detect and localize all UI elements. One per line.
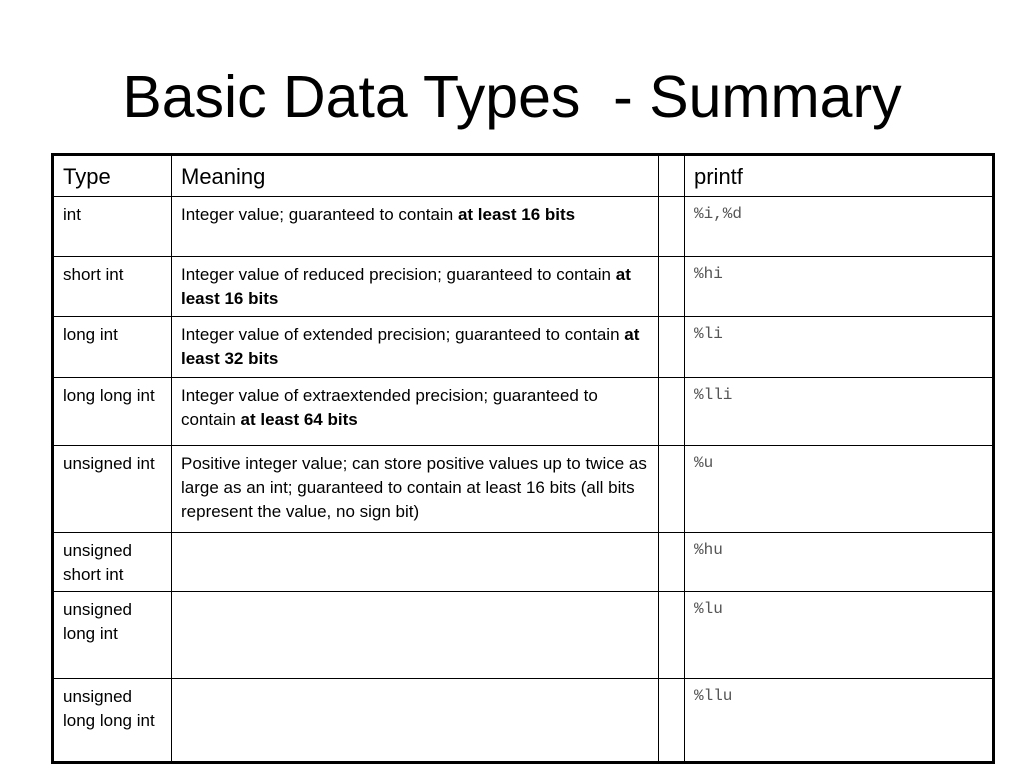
blank-cell (659, 197, 685, 257)
blank-cell (659, 533, 685, 592)
type-cell (53, 197, 172, 257)
printf-value: %hi (694, 265, 723, 283)
meaning-value (172, 197, 658, 227)
data-types-table (51, 153, 995, 764)
printf-cell (685, 533, 994, 592)
meaning-plain: Integer value of extraextended precision; guaranteed to contain (181, 386, 598, 429)
table-row (53, 679, 994, 763)
meaning-bold: at least 32 bits (181, 325, 640, 368)
type-value: unsigned short int (63, 541, 133, 584)
type-value: unsigned int (63, 454, 155, 473)
meaning-cell (172, 592, 659, 679)
header-meaning: Meaning (181, 164, 266, 189)
blank-cell (659, 592, 685, 679)
printf-value: %i,%d (694, 205, 743, 223)
table-row (53, 533, 994, 592)
printf-value: %hu (694, 541, 723, 559)
printf-cell (685, 446, 994, 533)
header-meaning-cell (172, 155, 659, 197)
blank-cell (659, 378, 685, 446)
type-value: unsigned long long int (63, 687, 155, 730)
table-row (53, 317, 994, 378)
type-value: long int (63, 325, 118, 344)
type-value: long long int (63, 386, 155, 405)
blank-cell (659, 446, 685, 533)
printf-value: %lu (694, 600, 723, 618)
printf-value: %llu (694, 687, 733, 705)
table-row (53, 446, 994, 533)
meaning-cell (172, 679, 659, 763)
table-row (53, 197, 994, 257)
meaning-bold: at least 16 bits (457, 205, 576, 224)
type-value: int (63, 205, 81, 224)
meaning-value (172, 378, 658, 432)
printf-cell (685, 592, 994, 679)
meaning-value (172, 317, 658, 371)
printf-cell (685, 679, 994, 763)
table-header-row (53, 155, 994, 197)
header-blank (659, 156, 684, 163)
meaning-value (172, 533, 658, 539)
meaning-value (172, 592, 658, 598)
printf-value: %u (694, 454, 714, 472)
header-printf: printf (694, 164, 743, 189)
header-type: Type (63, 164, 111, 189)
blank-cell (659, 317, 685, 378)
printf-cell (685, 257, 994, 317)
blank-cell (659, 679, 685, 763)
header-type-cell (53, 155, 172, 197)
meaning-plain: Integer value of extended precision; guaranteed to contain (181, 325, 625, 344)
meaning-value (172, 446, 658, 524)
meaning-value (172, 679, 658, 685)
printf-cell (685, 317, 994, 378)
table-row (53, 257, 994, 317)
type-cell (53, 257, 172, 317)
printf-value: %lli (694, 386, 733, 404)
type-cell (53, 317, 172, 378)
meaning-plain: Integer value of reduced precision; guaranteed to contain (181, 265, 616, 284)
meaning-cell (172, 446, 659, 533)
printf-cell (685, 197, 994, 257)
meaning-plain: Integer value; guaranteed to contain (181, 205, 458, 224)
type-value: short int (63, 265, 124, 284)
type-value: unsigned long int (63, 600, 133, 643)
meaning-cell (172, 533, 659, 592)
type-cell (53, 592, 172, 679)
meaning-cell (172, 378, 659, 446)
meaning-value (172, 257, 658, 311)
type-cell (53, 446, 172, 533)
type-cell (53, 679, 172, 763)
meaning-bold: at least 64 bits (240, 410, 358, 429)
table-row (53, 592, 994, 679)
meaning-cell (172, 317, 659, 378)
header-blank-cell (659, 155, 685, 197)
table-row (53, 378, 994, 446)
meaning-cell (172, 197, 659, 257)
slide-title: Basic Data Types - Summary (122, 64, 902, 130)
printf-cell (685, 378, 994, 446)
printf-value: %li (694, 325, 723, 343)
header-printf-cell (685, 155, 994, 197)
blank-cell (659, 257, 685, 317)
type-cell (53, 378, 172, 446)
meaning-plain: Positive integer value; can store positive values up to twice as large as an int; guaranteed to contain at least 16 bits (all bits represent the value, no sign bit) (181, 454, 647, 521)
meaning-bold: at least 16 bits (181, 265, 631, 308)
type-cell (53, 533, 172, 592)
meaning-cell (172, 257, 659, 317)
